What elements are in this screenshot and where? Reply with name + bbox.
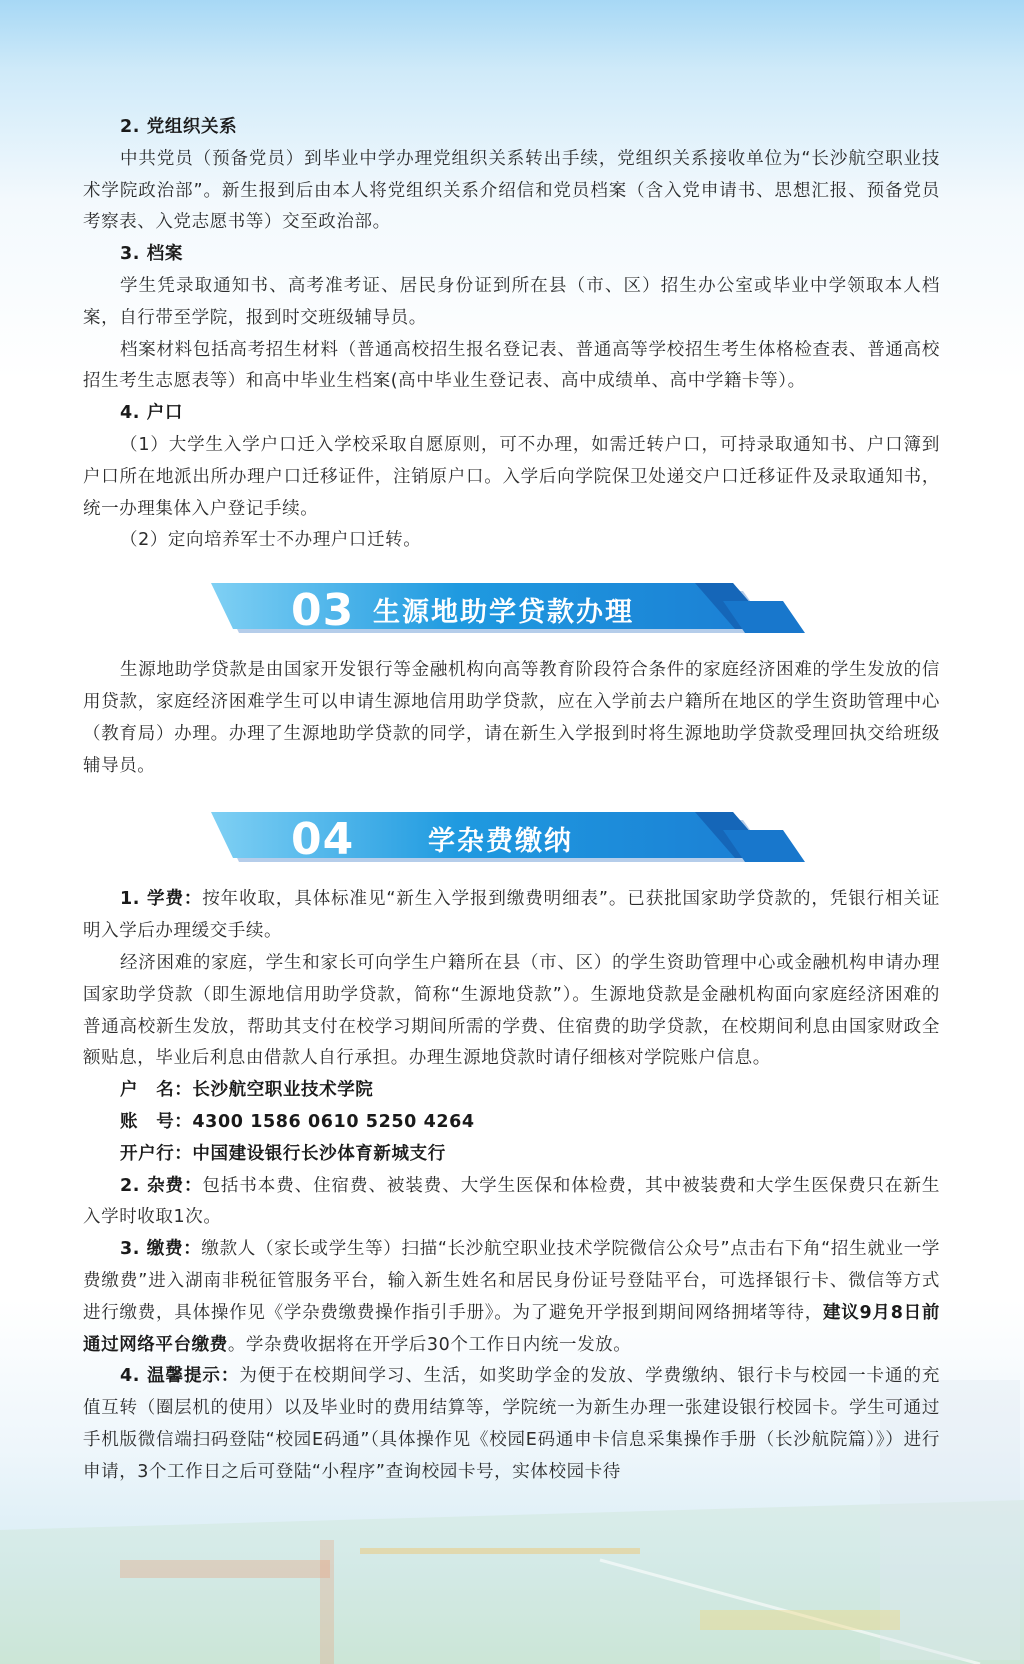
loan-paragraph: 生源地助学贷款是由国家开发银行等金融机构向高等教育阶段符合条件的家庭经济困难的学生发放的信用贷款，家庭经济困难学生可以申请生源地信用助学贷款，应在入学前去户籍所在地区的学生资助管理中心（教育局）办理。办理了生源地助学贷款的同学，请在新生入学报到时将生源地助学贷款受理回执交给班级辅导员。 <box>83 660 940 776</box>
payment-deadline-highlight: 建议9月8日前通过网络平台缴费 <box>83 1302 940 1355</box>
tuition-label: 1. 学费： <box>120 889 203 910</box>
tips-label: 4. 温馨提示： <box>120 1366 240 1387</box>
hukou-paragraph-1: （1）大学生入学户口迁入学校采取自愿原则，可不办理，如需迁转户口，可持录取通知书、户口簿到户口所在地派出所办理户口迁移证件，注销原户口。入学后向学院保卫处递交户口迁移证件及录取通知书，统一办理集体入户登记手续。 <box>83 434 940 519</box>
tuition-paragraph <box>83 884 940 948</box>
section-banner-04 <box>83 812 943 870</box>
archive-paragraph-2: 档案材料包括高考招生材料（普通高校招生报名登记表、普通高等学校招生考生体格检查表、普通高校招生考生志愿表等）和高中毕业生档案(高中毕业生登记表、高中成绩单、高中学籍卡等）。 <box>83 339 940 392</box>
payment-paragraph <box>83 1234 940 1361</box>
section-banner-03 <box>83 583 943 641</box>
misc-fee-paragraph <box>83 1171 940 1235</box>
banner-04-title: 学杂费缴纳 <box>428 826 573 858</box>
banner-03-title: 生源地助学贷款办理 <box>373 597 634 629</box>
archive-paragraph-1: 学生凭录取通知书、高考准考证、居民身份证到所在县（市、区）招生办公室或毕业中学领取本人档案，自行带至学院，报到时交班级辅导员。 <box>83 275 940 328</box>
banner-04-number: 04 <box>291 814 355 866</box>
document-body <box>83 112 940 1488</box>
hukou-heading: 4. 户口 <box>120 403 183 424</box>
tips-text: 为便于在校期间学习、生活，如奖助学金的发放、学费缴纳、银行卡与校园一卡通的充值互转（圈层机的使用）以及毕业时的费用结算等，学院统一为新生办理一张建设银行校园卡。学生可通过手机版微信端扫码登陆“校园E码通”（具体操作见《校园E码通申卡信息采集操作手册（长沙航院篇）》）进行申请，3个工作日之后可登陆“小程序”查询校园卡号，实体校园卡待 <box>83 1366 941 1482</box>
payment-text-a: 缴款人（家长或学生等）扫描“长沙航空职业技术学院微信公众号”点击右下角“招生就业一学费缴费”进入湖南非税征管服务平台，输入新生姓名和居民身份证号登陆平台，可选择银行卡、微信等方式进行缴费，具体操作见《学杂费缴费操作指引手册》。为了避免开学报到期间网络拥堵等待， <box>83 1239 940 1323</box>
misc-fee-label: 2. 杂费： <box>120 1175 203 1196</box>
party-relation-paragraph: 中共党员（预备党员）到毕业中学办理党组织关系转出手续，党组织关系接收单位为“长沙航空职业技术学院政治部”。新生报到后由本人将党组织关系介绍信和党员档案（含入党申请书、思想汇报、预备党员考察表、入党志愿书等）交至政治部。 <box>83 148 940 233</box>
tuition-text: 按年收取，具体标准见“新生入学报到缴费明细表”。已获批国家助学贷款的，凭银行相关证明入学后办理缓交手续。 <box>83 889 940 942</box>
tips-paragraph <box>83 1361 940 1488</box>
payment-label: 3. 缴费： <box>120 1239 202 1260</box>
hukou-paragraph-2: （2）定向培养军士不办理户口迁转。 <box>120 530 422 551</box>
payment-text-b: 。学杂费收据将在开学后30个工作日内统一发放。 <box>227 1334 632 1355</box>
account-bank-line: 开户行：中国建设银行长沙体育新城支行 <box>120 1143 446 1164</box>
account-name-line: 户 名：长沙航空职业技术学院 <box>120 1080 374 1101</box>
banner-03-number: 03 <box>291 585 355 637</box>
misc-fee-text: 包括书本费、住宿费、被装费、大学生医保和体检费，其中被装费和大学生医保费只在新生入学时收取1次。 <box>83 1175 940 1228</box>
party-relation-heading: 2. 党组织关系 <box>120 117 238 137</box>
tuition-loan-paragraph: 经济困难的家庭，学生和家长可向学生户籍所在县（市、区）的学生资助管理中心或金融机构申请办理国家助学贷款（即生源地信用助学贷款，简称“生源地贷款”）。生源地贷款是金融机构面向家庭经济困难的普通高校新生发放，帮助其支付在校学习期间所需的学费、住宿费的助学贷款，在校期间利息由国家财政全额贴息，毕业后利息由借款人自行承担。办理生源地贷款时请仔细核对学院账户信息。 <box>83 952 940 1069</box>
archive-heading: 3. 档案 <box>120 244 183 265</box>
account-number-line: 账 号：4300 1586 0610 5250 4264 <box>120 1111 475 1132</box>
